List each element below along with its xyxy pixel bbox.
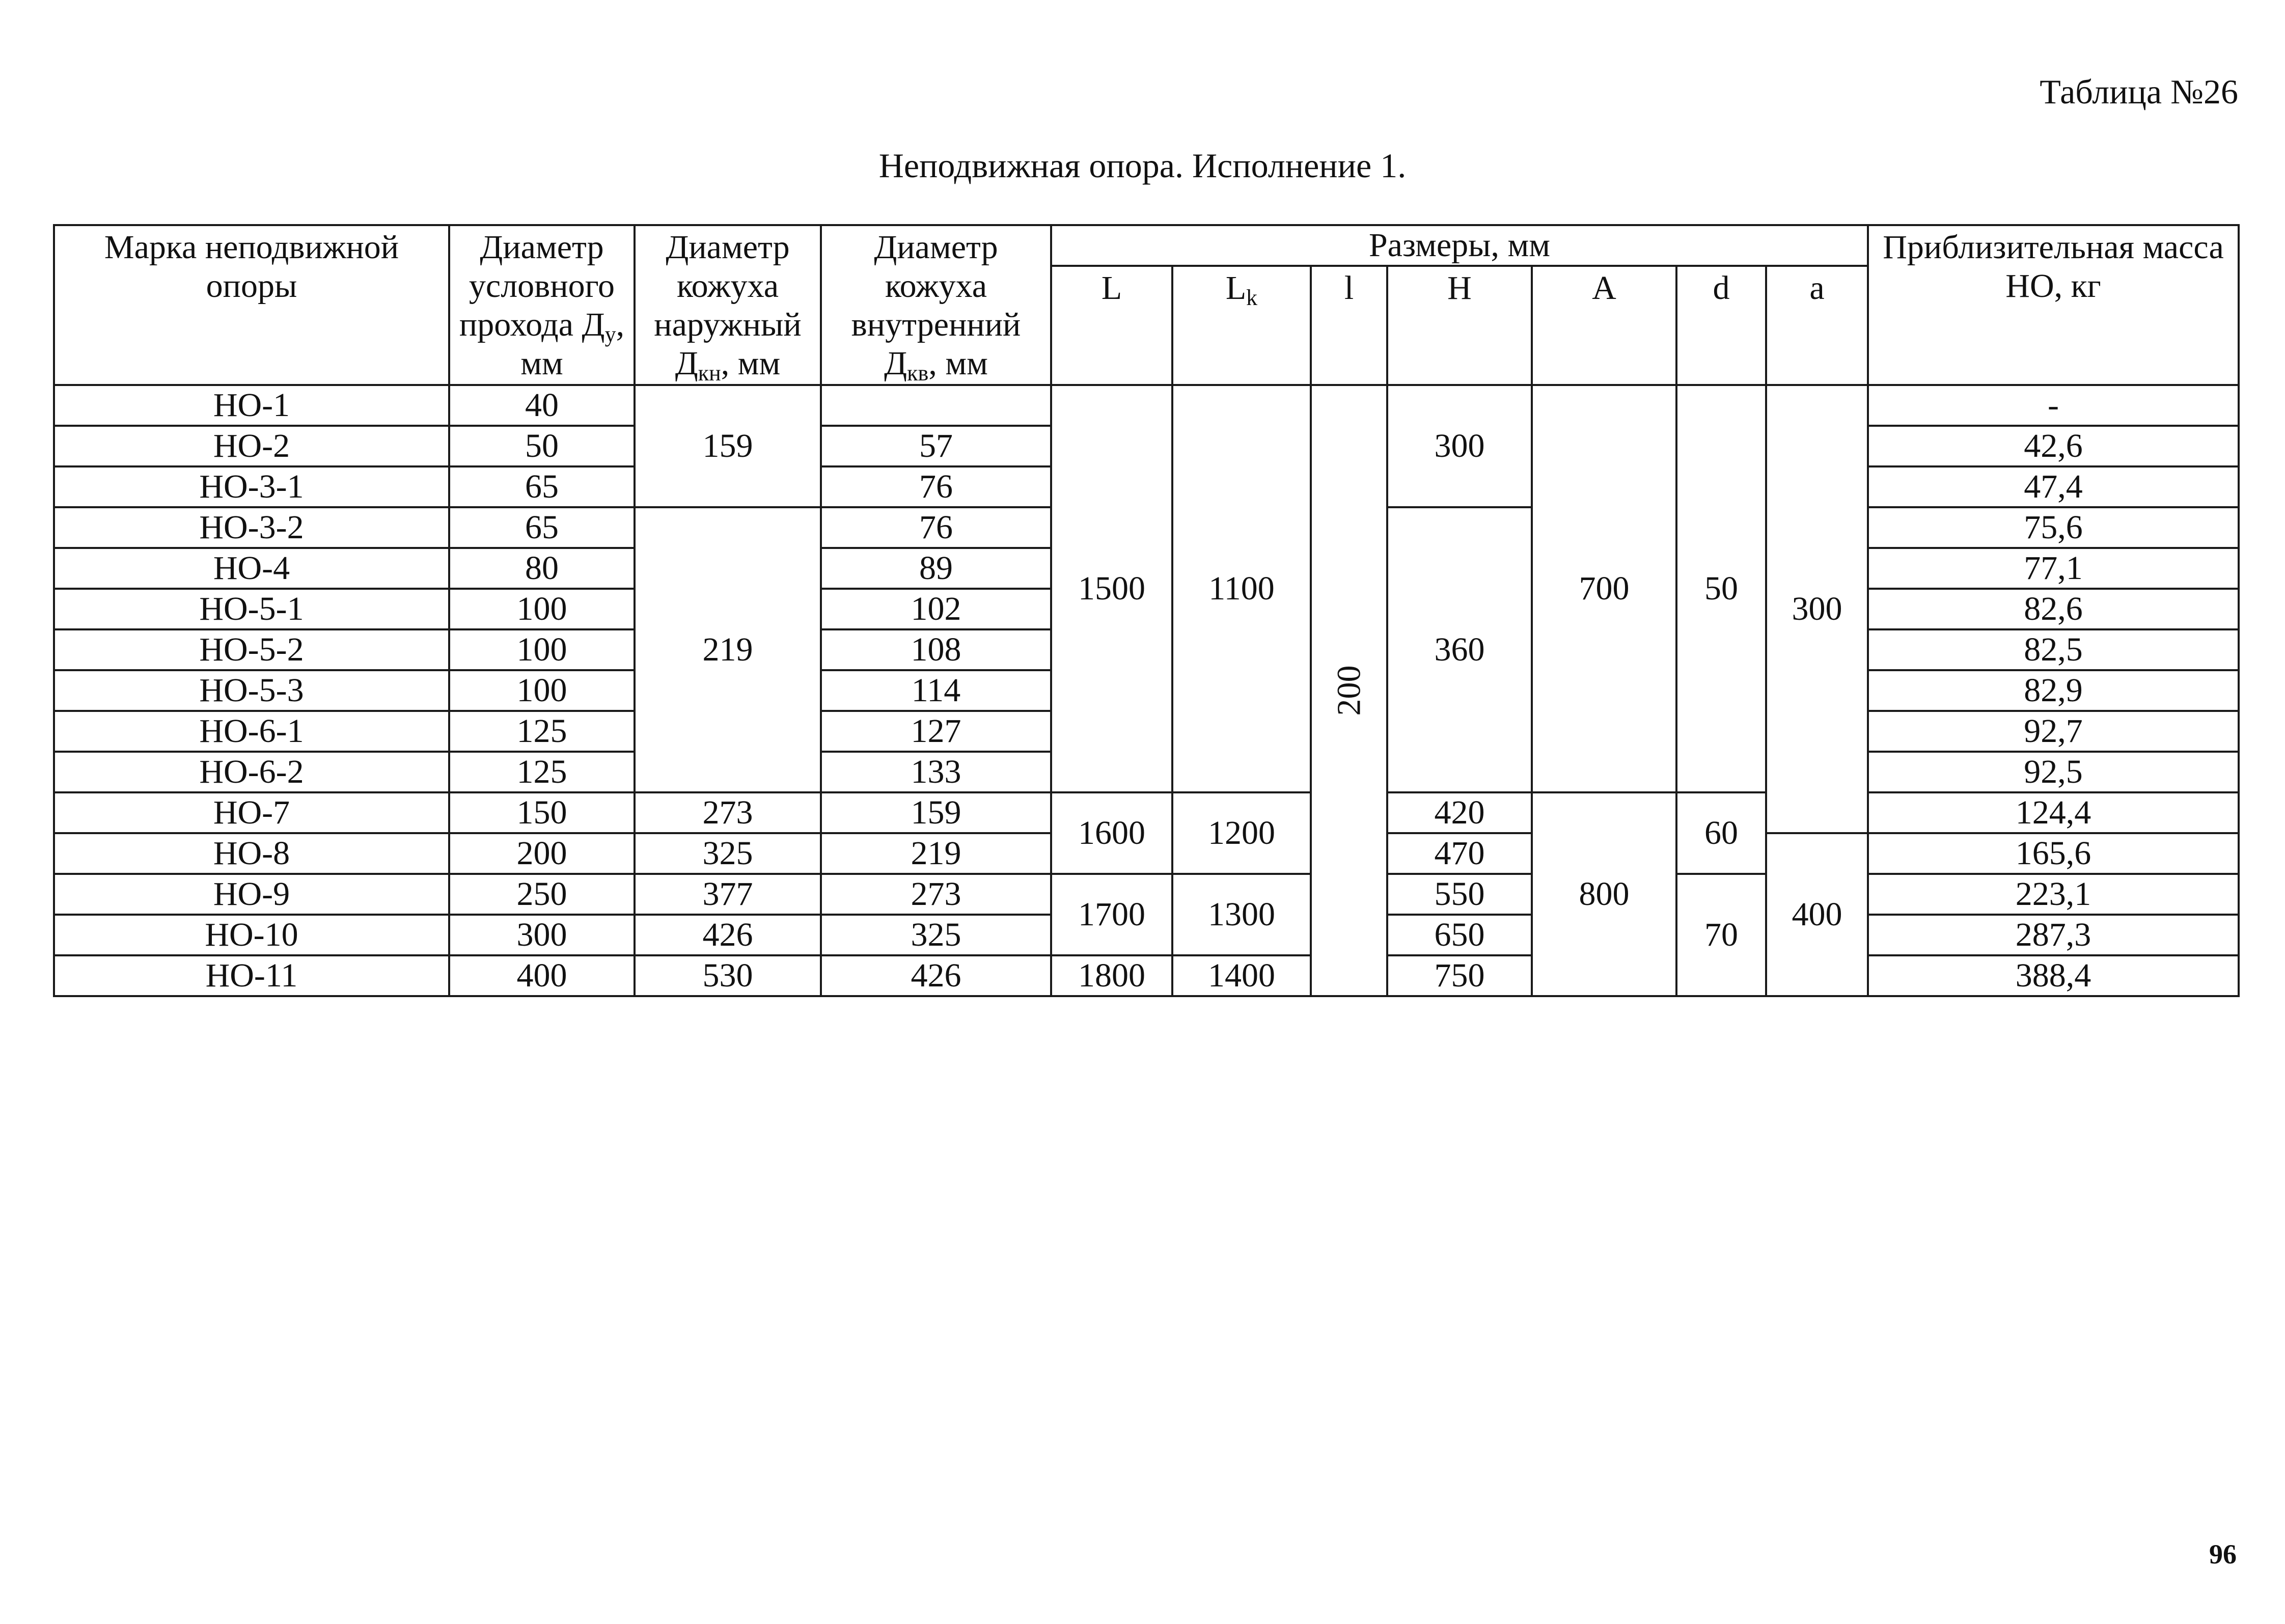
header-L: L: [1051, 266, 1172, 385]
header-du: Диаметр условного прохода $Д_у$, мм: [449, 225, 635, 385]
page-number: 96: [2209, 1539, 2237, 1570]
cell-dkv: 133: [821, 752, 1051, 792]
cell-H: 750: [1387, 955, 1532, 996]
cell-mark: НО-7: [54, 792, 449, 833]
cell-dkn: 273: [635, 792, 821, 833]
cell-A-group: 800: [1532, 792, 1676, 996]
cell-Lk-group: 1200: [1172, 792, 1311, 874]
header-H: H: [1387, 266, 1532, 385]
table-row: [54, 874, 2239, 915]
cell-mark: НО-10: [54, 915, 449, 955]
cell-du: 300: [449, 915, 635, 955]
cell-mass: 223,1: [1868, 874, 2239, 915]
header-dkv: Диаметр кожуха внутренний $Д_{кв}$, мм: [821, 225, 1051, 385]
cell-dkn: 426: [635, 915, 821, 955]
cell-a-group: 400: [1766, 833, 1868, 996]
cell-mark: НО-6-1: [54, 711, 449, 752]
header-sizes: Размеры, мм: [1051, 225, 1868, 266]
header-Lk: $L_k$: [1172, 266, 1311, 385]
header-dkn: Диаметр кожуха наружный $Д_{кн}$, мм: [635, 225, 821, 385]
cell-du: 400: [449, 955, 635, 996]
cell-mark: НО-5-1: [54, 589, 449, 629]
cell-mark: НО-1: [54, 385, 449, 426]
cell-du: 40: [449, 385, 635, 426]
cell-du: 50: [449, 426, 635, 466]
cell-dkv: 102: [821, 589, 1051, 629]
cell-mass: 287,3: [1868, 915, 2239, 955]
cell-mark: НО-5-3: [54, 670, 449, 711]
cell-a-group: 300: [1766, 385, 1868, 833]
cell-L-group: 1500: [1051, 385, 1172, 792]
header-A: A: [1532, 266, 1676, 385]
cell-mark: НО-3-1: [54, 466, 449, 507]
cell-du: 65: [449, 507, 635, 548]
cell-du: 200: [449, 833, 635, 874]
cell-d-group: 50: [1676, 385, 1766, 792]
table-number: Таблица №26: [2040, 72, 2238, 111]
cell-du: 125: [449, 711, 635, 752]
header-row-1: [54, 225, 2239, 266]
cell-mass: 82,6: [1868, 589, 2239, 629]
cell-d-group: 60: [1676, 792, 1766, 874]
cell-mass: 82,9: [1868, 670, 2239, 711]
cell-mark: НО-5-2: [54, 629, 449, 670]
header-mark: Марка неподвижной опоры: [54, 225, 449, 385]
cell-dkv: 89: [821, 548, 1051, 589]
cell-mark: НО-3-2: [54, 507, 449, 548]
table-title: Неподвижная опора. Исполнение 1.: [878, 146, 1407, 185]
cell-du: 65: [449, 466, 635, 507]
cell-dkv: 114: [821, 670, 1051, 711]
cell-dkv: 127: [821, 711, 1051, 752]
cell-H: 650: [1387, 915, 1532, 955]
cell-mark: НО-2: [54, 426, 449, 466]
cell-l-merged: 200: [1311, 385, 1387, 996]
cell-du: 125: [449, 752, 635, 792]
cell-H: 470: [1387, 833, 1532, 874]
cell-dkn: 377: [635, 874, 821, 915]
cell-H: 550: [1387, 874, 1532, 915]
cell-A-group: 700: [1532, 385, 1676, 792]
cell-mass: 388,4: [1868, 955, 2239, 996]
cell-dkv: 219: [821, 833, 1051, 874]
cell-du: 150: [449, 792, 635, 833]
cell-du: 100: [449, 670, 635, 711]
cell-H-group: 360: [1387, 507, 1532, 792]
table-row: [54, 792, 2239, 833]
header-a: a: [1766, 266, 1868, 385]
cell-mass: 75,6: [1868, 507, 2239, 548]
cell-mark: НО-11: [54, 955, 449, 996]
cell-dkv: 273: [821, 874, 1051, 915]
cell-mass: 47,4: [1868, 466, 2239, 507]
cell-dkv: 159: [821, 792, 1051, 833]
cell-dkv: 108: [821, 629, 1051, 670]
cell-Lk-group: 1300: [1172, 874, 1311, 955]
cell-mass: 124,4: [1868, 792, 2239, 833]
cell-d-group: 70: [1676, 874, 1766, 996]
cell-H: 420: [1387, 792, 1532, 833]
table-row: [54, 385, 2239, 426]
cell-mass: 92,7: [1868, 711, 2239, 752]
cell-mark: НО-4: [54, 548, 449, 589]
cell-dkn-group: 219: [635, 507, 821, 792]
cell-mass: 77,1: [1868, 548, 2239, 589]
cell-du: 100: [449, 589, 635, 629]
table-row: [54, 955, 2239, 996]
cell-du: 250: [449, 874, 635, 915]
cell-Lk-group: 1100: [1172, 385, 1311, 792]
cell-mass: 165,6: [1868, 833, 2239, 874]
header-mass: Приблизительная масса НО, кг: [1868, 225, 2239, 385]
header-d: d: [1676, 266, 1766, 385]
cell-H-group: 300: [1387, 385, 1532, 507]
cell-mass: 42,6: [1868, 426, 2239, 466]
cell-Lk: 1400: [1172, 955, 1311, 996]
cell-dkv: 76: [821, 466, 1051, 507]
cell-dkv: 76: [821, 507, 1051, 548]
cell-mark: НО-9: [54, 874, 449, 915]
cell-dkn: 325: [635, 833, 821, 874]
cell-L-group: 1700: [1051, 874, 1172, 955]
cell-mass: 82,5: [1868, 629, 2239, 670]
cell-du: 100: [449, 629, 635, 670]
cell-dkv: 426: [821, 955, 1051, 996]
cell-mass: -: [1868, 385, 2239, 426]
cell-dkn-group: 159: [635, 385, 821, 507]
cell-mass: 92,5: [1868, 752, 2239, 792]
header-l: l: [1311, 266, 1387, 385]
cell-mark: НО-8: [54, 833, 449, 874]
cell-mark: НО-6-2: [54, 752, 449, 792]
cell-dkn: 530: [635, 955, 821, 996]
cell-dkv: [821, 385, 1051, 426]
cell-dkv: 57: [821, 426, 1051, 466]
cell-L: 1800: [1051, 955, 1172, 996]
cell-du: 80: [449, 548, 635, 589]
cell-L-group: 1600: [1051, 792, 1172, 874]
fixed-support-table: [53, 224, 2240, 997]
cell-dkv: 325: [821, 915, 1051, 955]
